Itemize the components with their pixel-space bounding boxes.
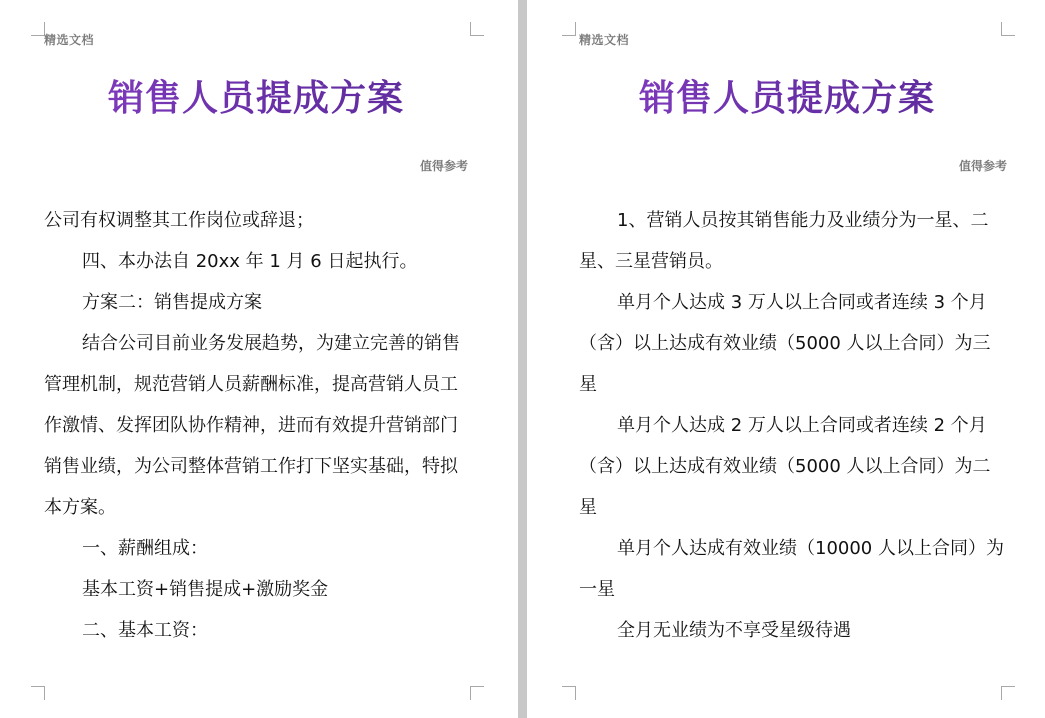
margin-corner-mark — [31, 686, 45, 700]
page-header-label: 精选文档 — [44, 33, 95, 47]
margin-corner-mark — [470, 686, 484, 700]
margin-corner-mark — [470, 22, 484, 36]
margin-corner-mark — [31, 22, 45, 36]
paragraph: 全月无业绩为不享受星级待遇 — [617, 620, 851, 641]
paragraph: 单月个人达成 3 万人以上合同或者连续 3 个月（含）以上达成有效业绩（5000 人以上合同）为三星 — [579, 292, 991, 395]
margin-corner-mark — [562, 686, 576, 700]
margin-corner-mark — [1001, 686, 1015, 700]
reference-label: 值得参考 — [958, 159, 1007, 173]
paragraph: 四、本办法自 20xx 年 1 月 6 日起执行。 — [82, 251, 418, 272]
margin-corner-mark — [562, 22, 576, 36]
paragraph: 一、薪酬组成： — [82, 538, 208, 559]
paragraph: 单月个人达成有效业绩（10000 人以上合同）为一星 — [579, 538, 1004, 600]
document-page-left — [0, 0, 516, 718]
reference-label: 值得参考 — [419, 159, 468, 173]
body-text — [579, 200, 1005, 651]
paragraph: 单月个人达成 2 万人以上合同或者连续 2 个月（含）以上达成有效业绩（5000 人以上合同）为二星 — [579, 415, 991, 518]
document-page-right — [531, 0, 1045, 718]
paragraph: 结合公司目前业务发展趋势，为建立完善的销售管理机制，规范营销人员薪酬标准，提高营销人员工作激情、发挥团队协作精神，进而有效提升营销部门销售业绩，为公司整体营销工作打下坚实基础，特拟本方案。 — [44, 333, 460, 518]
document-title: 销售人员提成方案 — [531, 70, 1043, 121]
margin-corner-mark — [1001, 22, 1015, 36]
page-header-label: 精选文档 — [579, 33, 630, 47]
page-separator — [518, 0, 527, 718]
paragraph: 二、基本工资： — [82, 620, 208, 641]
paragraph: 1、营销人员按其销售能力及业绩分为一星、二星、三星营销员。 — [579, 210, 989, 272]
paragraph: 方案二：销售提成方案 — [82, 292, 262, 313]
paragraph: 基本工资+销售提成+激励奖金 — [82, 579, 329, 600]
paragraph: 公司有权调整其工作岗位或辞退； — [44, 210, 314, 231]
body-text — [44, 200, 470, 651]
document-title: 销售人员提成方案 — [0, 70, 512, 121]
